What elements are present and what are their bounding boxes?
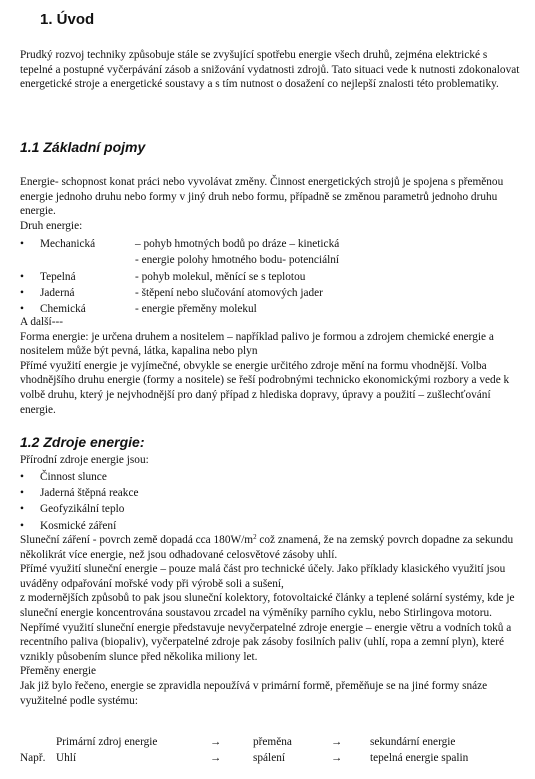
modern-use-text: z modernějších způsobů to pak jsou sluneční kolektory, fotovoltaické články a teplené solární systémy, kde je sluneční energie koncentrována soustavou zrcadel na výměníky parního cyklu, nebo Stirlingova motoru. bbox=[20, 592, 515, 619]
intro-paragraph bbox=[20, 48, 520, 92]
forms-paragraph bbox=[20, 315, 520, 417]
type-label: Chemická bbox=[40, 303, 86, 316]
bullet-icon: • bbox=[20, 270, 24, 283]
conversion-flow bbox=[20, 735, 520, 766]
type-desc: - energie polohy hmotného bodu- potenciální bbox=[135, 254, 340, 267]
type-desc: – pohyb hmotných bodů po dráze – kinetická bbox=[135, 238, 340, 250]
arrow-right-icon: → bbox=[331, 751, 343, 764]
list-item bbox=[20, 470, 520, 486]
usage-text: Přímé využití energie je vyjímečné, obvykle se energie určitého zdroje mění na formu vhodnější. Volba vhodnějšího druhu energie (formy a nositele) se řeší podrobnými technicko ekonomickými rozbory a vede k volbě druhu, který je nejvhodnější pro daný případ z hlediska dopravy, úpravy a použití – zušlechťování energie. bbox=[20, 359, 510, 416]
type-label: Mechanická bbox=[40, 238, 96, 250]
list-item bbox=[20, 237, 520, 253]
source-label: Jaderná štěpná reakce bbox=[40, 487, 139, 500]
types-label: Druh energie: bbox=[20, 219, 83, 232]
bullet-icon: • bbox=[20, 471, 24, 483]
source-label: Geofyzikální teplo bbox=[40, 503, 125, 516]
bullet-icon: • bbox=[20, 286, 24, 299]
energy-sources-list bbox=[20, 470, 520, 535]
other-text: A další--- bbox=[20, 316, 63, 328]
flow-primary: Primární zdroj energie bbox=[56, 736, 158, 748]
type-desc: - štěpení nebo slučování atomových jader bbox=[135, 286, 323, 299]
flow-header-row bbox=[20, 735, 520, 751]
solar-text: Sluneční záření - povrch země dopadá cca $180W/m^2$ což znamená, že na zemský povrch dopadne za sekundu několikrát více energie, než jsou odhadované celosvětové zásoby uhlí. bbox=[20, 533, 514, 561]
arrow-right-icon: → bbox=[210, 736, 222, 748]
form-text: Forma energie: je určena druhem a nositelem – například palivo je formou a zdrojem chemické energie a nositelem může být pevná, látka, kapalina nebo plyn bbox=[20, 330, 494, 358]
arrow-right-icon: → bbox=[210, 751, 222, 764]
conversions-label: Přeměny energie bbox=[20, 665, 97, 678]
source-label: Činnost slunce bbox=[40, 471, 107, 483]
natural-label-text: Přírodní zdroje energie jsou: bbox=[20, 454, 149, 466]
flow-example-label: Např. bbox=[20, 751, 46, 764]
type-label: Jaderná bbox=[40, 286, 75, 299]
bullet-icon: • bbox=[20, 519, 24, 532]
bullet-icon: • bbox=[20, 487, 24, 500]
indirect-use-text: Nepřímé využití sluneční energie představuje nevyčerpatelné zdroje energie – energie větru a vodních toků a recentního paliva (biopaliv), vyčerpatelné zdroje pak zásoby fosilních paliv (uhlí, ropa a zemní plyn), které vznikly působením slunce před několika miliony let. bbox=[20, 621, 512, 663]
list-item bbox=[20, 253, 520, 269]
type-desc: - pohyb molekul, měnící se s teplotou bbox=[135, 270, 306, 283]
flow-example-primary: Uhlí bbox=[56, 751, 77, 764]
solar-paragraph bbox=[20, 533, 520, 708]
bullet-icon: • bbox=[20, 503, 24, 516]
flow-conversion: přeměna bbox=[253, 736, 292, 748]
intro-text: Prudký rozvoj techniky způsobuje stále se zvyšující spotřebu energie všech druhů, zejména elektrické s tepelné a postupné vyčerpávání zásob a snižování vydatnosti zdrojů. Tato situaci vede k nutnosti zdokonalovat energetické stroje a energetické soustavy a s tím nutnost o dosažení co nejlepší znalosti této problematiky. bbox=[20, 49, 520, 91]
bullet-icon: • bbox=[20, 303, 24, 316]
source-label: Kosmické záření bbox=[40, 519, 117, 532]
arrow-right-icon: → bbox=[331, 736, 343, 748]
definition-paragraph bbox=[20, 175, 520, 233]
type-label: Tepelná bbox=[40, 270, 76, 283]
list-item bbox=[20, 486, 520, 502]
energy-types-list bbox=[20, 237, 520, 318]
flow-example-conversion: spálení bbox=[253, 751, 285, 764]
flow-secondary: sekundární energie bbox=[370, 736, 456, 748]
heading-zdroje-energie: 1.2 Zdroje energie: bbox=[20, 434, 145, 450]
flow-example-row bbox=[20, 751, 520, 767]
direct-use-text: Přímé využití sluneční energie – pouze malá část pro technické účely. Jako příklady klasického využití jsou uváděny odpařování mořské vody při výrobě soli a sušení, bbox=[20, 563, 506, 590]
heading-zakladni-pojmy: 1.1 Základní pojmy bbox=[20, 139, 146, 155]
flow-example-secondary: tepelná energie spalin bbox=[370, 751, 469, 764]
definition-text: Energie- schopnost konat práci nebo vyvolávat změny. Činnost energetických strojů je spojena s přeměnou energie jednoho druhu nebo formy v jiný druh nebo formu, případně se změnou parametrů jednoho druhu energie. bbox=[20, 176, 504, 218]
bullet-icon: • bbox=[20, 238, 24, 250]
list-item bbox=[20, 270, 520, 286]
list-item bbox=[20, 502, 520, 518]
type-desc: - energie přeměny molekul bbox=[135, 303, 257, 316]
heading-uvod: 1. Úvod bbox=[40, 11, 95, 28]
conversions-text: Jak již bylo řečeno, energie se zpravidla nepoužívá v primární formě, přeměňuje se na jiné formy snáze využitelné podle systému: bbox=[20, 679, 488, 707]
list-item bbox=[20, 286, 520, 302]
natural-sources-label bbox=[20, 453, 520, 468]
